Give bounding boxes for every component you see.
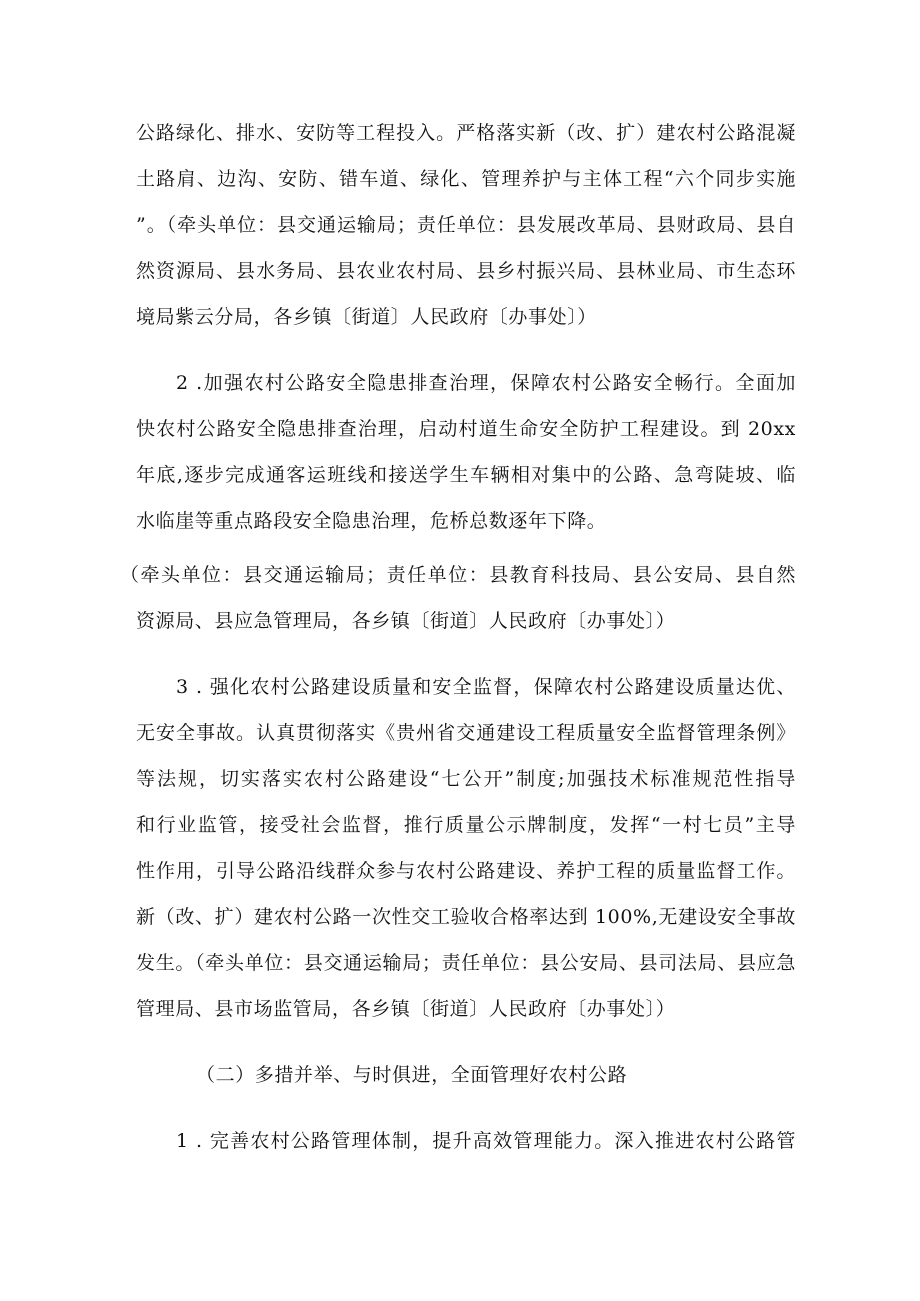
text-line: 水临崖等重点路段安全隐患治理，危桥总数逐年下降。 [136,510,607,532]
text-line: 等法规，切实落实农村公路建设“七公开”制度;加强技术标准规范性指导 [136,768,796,790]
paragraph-3-start: 3 . 强化农村公路建设质量和安全监督，保障农村公路建设质量达优、 [176,676,796,698]
section-heading: （二）多措并举、与时俱进，全面管理好农村公路 [196,1064,628,1086]
text-line: 公路绿化、排水、安防等工程投入。严格落实新（改、扩）建农村公路混凝 [136,122,796,144]
text-line: 新（改、扩）建农村公路一次性交工验收合格率达到 100%,无建设安全事故 [136,906,796,928]
text-line: 然资源局、县水务局、县农业农村局、县乡村振兴局、县林业局、市生态环 [136,260,796,282]
text-line: 快农村公路安全隐患排查治理，启动村道生命安全防护工程建设。到 20xx [136,418,796,440]
responsibility-note: （牵头单位：县交通运输局；责任单位：县教育科技局、县公安局、县自然 [120,564,796,586]
paragraph-2-start: 2 .加强农村公路安全隐患排查治理，保障农村公路安全畅行。全面加 [176,372,796,394]
paragraph-4-start: 1 . 完善农村公路管理体制，提升高效管理能力。深入推进农村公路管 [176,1130,796,1152]
text-line: 无安全事故。认真贯彻落实《贵州省交通建设工程质量安全监督管理条例》 [136,722,796,744]
text-line: ”。（牵头单位：县交通运输局；责任单位：县发展改革局、县财政局、县自 [136,214,796,236]
text-line: 年底,逐步完成通客运班线和接送学生车辆相对集中的公路、急弯陡坡、临 [136,464,796,486]
text-line: 性作用，引导公路沿线群众参与农村公路建设、养护工程的质量监督工作。 [136,860,796,882]
text-line: 发生。（牵头单位：县交通运输局；责任单位：县公安局、县司法局、县应急 [136,952,796,974]
text-line: 和行业监管，接受社会监督，推行质量公示牌制度，发挥“一村七员”主导 [136,814,796,836]
text-line: 境局紫云分局，各乡镇〔街道〕人民政府〔办事处〕） [136,306,597,328]
text-line: 资源局、县应急管理局，各乡镇〔街道〕人民政府〔办事处〕） [136,610,676,632]
text-line: 土路肩、边沟、安防、错车道、绿化、管理养护与主体工程“六个同步实施 [136,168,796,190]
text-line: 管理局、县市场监管局，各乡镇〔街道〕人民政府〔办事处〕） [136,998,676,1020]
